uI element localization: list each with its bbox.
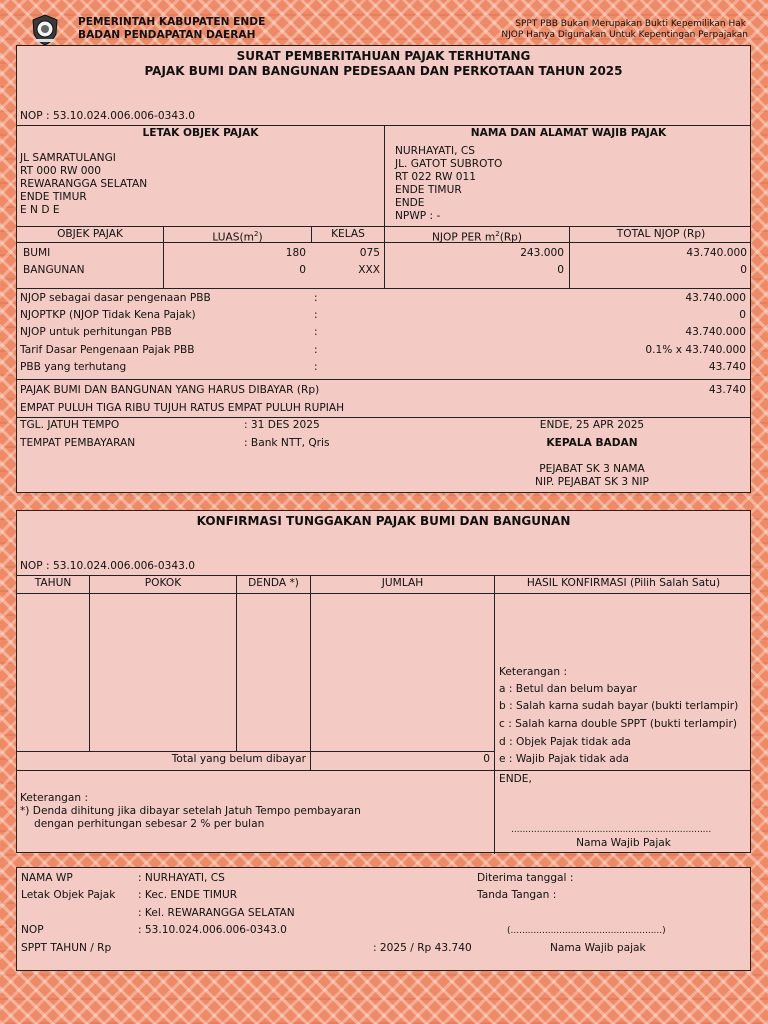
jatuh-tempo-label: TGL. JATUH TEMPO xyxy=(20,419,120,431)
receipt-nop-value: : 53.10.024.006.006-0343.0 xyxy=(138,924,287,936)
col-hasil-konfirmasi: HASIL KONFIRMASI (Pilih Salah Satu) xyxy=(526,577,721,589)
letak-objek-header: LETAK OBJEK PAJAK xyxy=(142,127,259,139)
pbb-harus-dibayar-label: PAJAK BUMI DAN BANGUNAN YANG HARUS DIBAYAR (Rp) xyxy=(20,384,320,396)
col-kelas: KELAS xyxy=(331,228,365,240)
col-njop-per-m2: NJOP PER $m^2(Rp)$ xyxy=(431,230,523,244)
wajib-line: ENDE xyxy=(395,197,425,209)
signature-line: ...................................................................... xyxy=(511,825,712,835)
calc-value: 43.740.000 xyxy=(685,326,746,338)
receipt-letak-label: Letak Objek Pajak xyxy=(21,889,116,901)
calc-label: NJOP untuk perhitungan PBB xyxy=(20,326,172,338)
note-line-1: *) Denda dihitung jika dibayar setelah Jatuh Tempo pembayaran xyxy=(20,805,361,817)
calc-value: 0 xyxy=(739,309,746,321)
col-pokok: POKOK xyxy=(144,577,182,589)
col-denda: DENDA *) xyxy=(248,577,299,589)
letak-line: E N D E xyxy=(20,204,60,216)
receipt-tanda-tangan: Tanda Tangan : xyxy=(477,889,557,901)
option-b: b : Salah karna sudah bayar (bukti terlampir) xyxy=(499,700,739,712)
col-tahun: TAHUN xyxy=(34,577,72,589)
pbb-harus-dibayar-value: 43.740 xyxy=(708,384,746,396)
row-njop-per: 243.000 xyxy=(520,247,564,259)
option-e: e : Wajib Pajak tidak ada xyxy=(499,753,629,765)
header-disclaimer-2: NJOP Hanya Digunakan Untuk Kepentingan Perpajakan xyxy=(501,30,748,40)
letak-line: REWARANGGA SELATAN xyxy=(20,178,148,190)
sign-date: ENDE, 25 APR 2025 xyxy=(539,419,645,431)
row-objek: BUMI xyxy=(23,247,51,259)
row-luas: 180 xyxy=(285,247,306,259)
calc-colon: : xyxy=(314,361,318,373)
terbilang-text: EMPAT PULUH TIGA RIBU TUJUH RATUS EMPAT PULUH RUPIAH xyxy=(20,402,345,414)
row-njop-per: 0 xyxy=(557,264,564,276)
calc-label: Tarif Dasar Pengenaan Pajak PBB xyxy=(20,344,195,356)
header-agency-name: BADAN PENDAPATAN DAERAH xyxy=(78,29,256,41)
wajib-line: JL. GATOT SUBROTO xyxy=(395,158,503,170)
konfirmasi-nop: NOP : 53.10.024.006.006-0343.0 xyxy=(20,560,195,572)
sppt-panel xyxy=(16,45,751,493)
col-objek-pajak: OBJEK PAJAK xyxy=(57,228,123,240)
letak-line: RT 000 RW 000 xyxy=(20,165,102,177)
jatuh-tempo-value: : 31 DES 2025 xyxy=(244,419,320,431)
row-objek: BANGUNAN xyxy=(23,264,85,276)
wajib-pajak-header: NAMA DAN ALAMAT WAJIB PAJAK xyxy=(470,127,667,139)
receipt-diterima: Diterima tanggal : xyxy=(477,872,574,884)
calc-label: PBB yang terhutang xyxy=(20,361,127,373)
calc-label: NJOPTKP (NJOP Tidak Kena Pajak) xyxy=(20,309,196,321)
option-a: a : Betul dan belum bayar xyxy=(499,683,637,695)
col-jumlah: JUMLAH xyxy=(381,577,424,589)
total-belum-dibayar-value: 0 xyxy=(483,753,490,765)
regional-emblem-icon xyxy=(30,14,60,46)
row-total: 0 xyxy=(740,264,747,276)
letak-line: ENDE TIMUR xyxy=(20,191,87,203)
receipt-sppt-value: : 2025 / Rp 43.740 xyxy=(373,942,472,954)
wajib-line: NURHAYATI, CS xyxy=(395,145,475,157)
header-disclaimer-1: SPPT PBB Bukan Merupakan Bukti Kepemilikan Hak xyxy=(515,19,746,29)
receipt-nama-label: NAMA WP xyxy=(21,872,73,884)
receipt-nop-label: NOP xyxy=(21,924,44,936)
tempat-pembayaran-value: : Bank NTT, Qris xyxy=(244,437,330,449)
calc-value: 43.740.000 xyxy=(685,292,746,304)
sppt-subtitle: PAJAK BUMI DAN BANGUNAN PEDESAAN DAN PERKOTAAN TAHUN 2025 xyxy=(144,64,623,78)
row-luas: 0 xyxy=(299,264,306,276)
sign-official-name: PEJABAT SK 3 NAMA xyxy=(539,463,645,475)
calc-colon: : xyxy=(314,292,318,304)
calc-colon: : xyxy=(314,326,318,338)
wajib-line: RT 022 RW 011 xyxy=(395,171,477,183)
tempat-pembayaran-label: TEMPAT PEMBAYARAN xyxy=(20,437,136,449)
konfirmasi-title: KONFIRMASI TUNGGAKAN PAJAK BUMI DAN BANGUNAN xyxy=(196,514,571,528)
option-d: d : Objek Pajak tidak ada xyxy=(499,736,631,748)
receipt-kel-value: : Kel. REWARANGGA SELATAN xyxy=(138,907,295,919)
konfirmasi-ende: ENDE, xyxy=(499,773,532,785)
calc-colon: : xyxy=(314,344,318,356)
receipt-panel xyxy=(16,867,751,971)
note-line-2: dengan perhitungan sebesar 2 % per bulan xyxy=(34,818,265,830)
sign-title: KEPALA BADAN xyxy=(546,437,638,449)
header-org-name: PEMERINTAH KABUPATEN ENDE xyxy=(78,16,266,28)
konfirmasi-panel xyxy=(16,510,751,853)
row-kelas: XXX xyxy=(358,264,380,276)
option-c: c : Salah karna double SPPT (bukti terlampir) xyxy=(499,718,737,730)
receipt-sppt-label: SPPT TAHUN / Rp xyxy=(21,942,112,954)
wajib-line: NPWP : - xyxy=(395,210,441,222)
calc-value: 0.1% x 43.740.000 xyxy=(645,344,746,356)
sppt-title: SURAT PEMBERITAHUAN PAJAK TERHUTANG xyxy=(236,49,531,63)
row-kelas: 075 xyxy=(359,247,380,259)
wajib-line: ENDE TIMUR xyxy=(395,184,462,196)
calc-value: 43.740 xyxy=(708,361,746,373)
calc-colon: : xyxy=(314,309,318,321)
total-belum-dibayar-label: Total yang belum dibayar xyxy=(171,753,306,765)
col-luas: $LUAS(m^2)$ xyxy=(212,230,263,244)
receipt-signature-line: (.....................................................) xyxy=(507,926,666,936)
keterangan-title: Keterangan : xyxy=(499,666,568,678)
receipt-nama-value: : NURHAYATI, CS xyxy=(138,872,225,884)
letak-line: JL SAMRATULANGI xyxy=(20,152,116,164)
row-total: 43.740.000 xyxy=(686,247,747,259)
col-total-njop: TOTAL NJOP (Rp) xyxy=(616,228,706,240)
note-title: Keterangan : xyxy=(20,792,89,804)
signature-label: Nama Wajib Pajak xyxy=(576,837,671,849)
receipt-signature-label: Nama Wajib pajak xyxy=(550,942,646,954)
sppt-nop: NOP : 53.10.024.006.006-0343.0 xyxy=(20,110,195,122)
calc-label: NJOP sebagai dasar pengenaan PBB xyxy=(20,292,211,304)
receipt-kec-value: : Kec. ENDE TIMUR xyxy=(138,889,238,901)
sign-official-nip: NIP. PEJABAT SK 3 NIP xyxy=(535,476,649,488)
